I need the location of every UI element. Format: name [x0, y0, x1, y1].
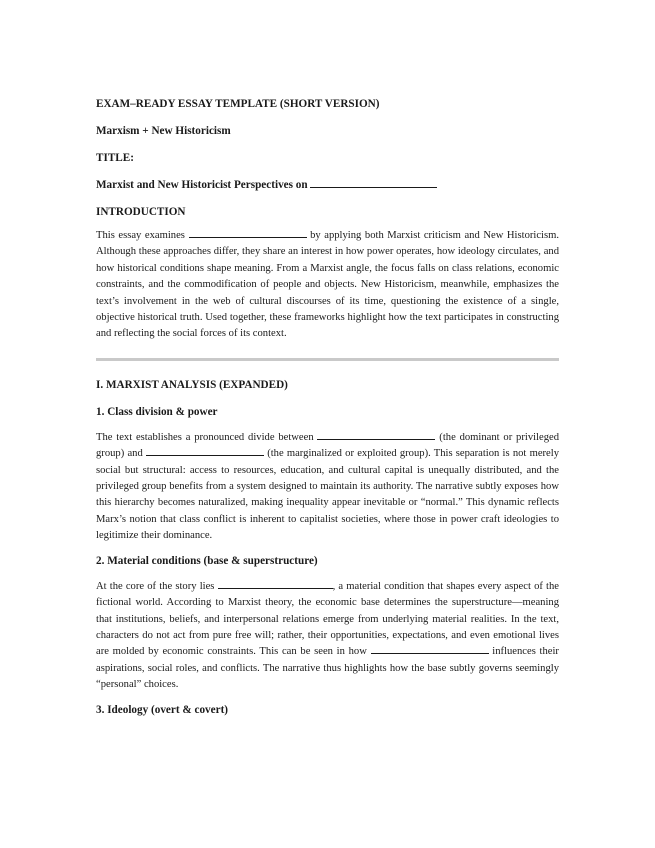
class-division-paragraph: [96, 430, 559, 545]
marginalized-group-blank[interactable]: [146, 446, 264, 456]
intro-blank[interactable]: [189, 228, 307, 238]
essay-title-text: Marxist and New Historicist Perspectives on: [96, 179, 308, 191]
sub2-text-2: , a material condition that shapes every aspect of the fictional world. According to Marxist theory, the economic base determines the superstructure—meaning that institutions, beliefs, and interpersonal relations emerge from underlying material realities. In the text, characters do not act from pure free will; rather, their opportunities, expectations, and even emotional lives are molded by economic constraints. This can be seen in how: [96, 580, 559, 658]
sub2-heading: 2. Material conditions (base & superstructure): [96, 554, 318, 567]
sub1-heading: 1. Class division & power: [96, 405, 218, 418]
introduction-paragraph: [96, 228, 559, 343]
sub1-text-2: (the dominant or privileged group) and: [96, 431, 560, 460]
sub2-text-1: At the core of the story lies: [96, 580, 215, 592]
title-blank[interactable]: [310, 178, 437, 188]
sub3-heading: 3. Ideology (overt & covert): [96, 703, 229, 716]
material-conditions-paragraph: [96, 579, 559, 694]
intro-text-a: This essay examines: [96, 230, 185, 241]
document-page: [96, 97, 559, 717]
sub1-text-3: (the marginalized or exploited group). This separation is not merely social but structural: access to resources, education, and cultural capital is unequally distributed, and the privileged group benefits from a system designed to maintain its authority. The narrative subtly exposes how this hierarchy becomes naturalized, making inequality appear inevitable or “normal.” This dynamic reflects Marx’s notion that class conflict is inherent to capitalist societies, where those in power craft ideologies to legitimize their dominance.: [96, 448, 559, 542]
introduction-heading: INTRODUCTION: [96, 206, 186, 218]
dominant-group-blank[interactable]: [317, 430, 435, 440]
theory-pair-line: Marxism + New Historicism: [96, 125, 231, 137]
material-condition-blank[interactable]: [218, 579, 333, 589]
influence-blank[interactable]: [371, 644, 489, 654]
title-label: TITLE:: [96, 152, 134, 164]
intro-text-b: by applying both Marxist criticism and New Historicism. Although these approaches differ, they share an interest in how power operates, how ideology circulates, and how historical conditions shape meaning. From a Marxist angle, the focus falls on class relations, economic constraints, and the commodification of people and objects. New Historicism, meanwhile, emphasizes the text’s involvement in the web of cultural discourses of its time, questioning the existence of a single, objective historical truth. Used together, these frameworks highlight how the text participates in constructing and reflecting the social forces of its context.: [96, 230, 559, 340]
section1-heading: I. MARXIST ANALYSIS (EXPANDED): [96, 378, 288, 391]
section-divider: [96, 358, 559, 361]
essay-title-line: [96, 178, 559, 192]
document-title: EXAM–READY ESSAY TEMPLATE (SHORT VERSION): [96, 98, 380, 110]
sub1-text-1: The text establishes a pronounced divide between: [96, 431, 314, 443]
sub2-text-3: influences their aspirations, social roles, and conflicts. The narrative thus highlights how the base subtly governs seemingly “personal” choices.: [96, 646, 559, 691]
